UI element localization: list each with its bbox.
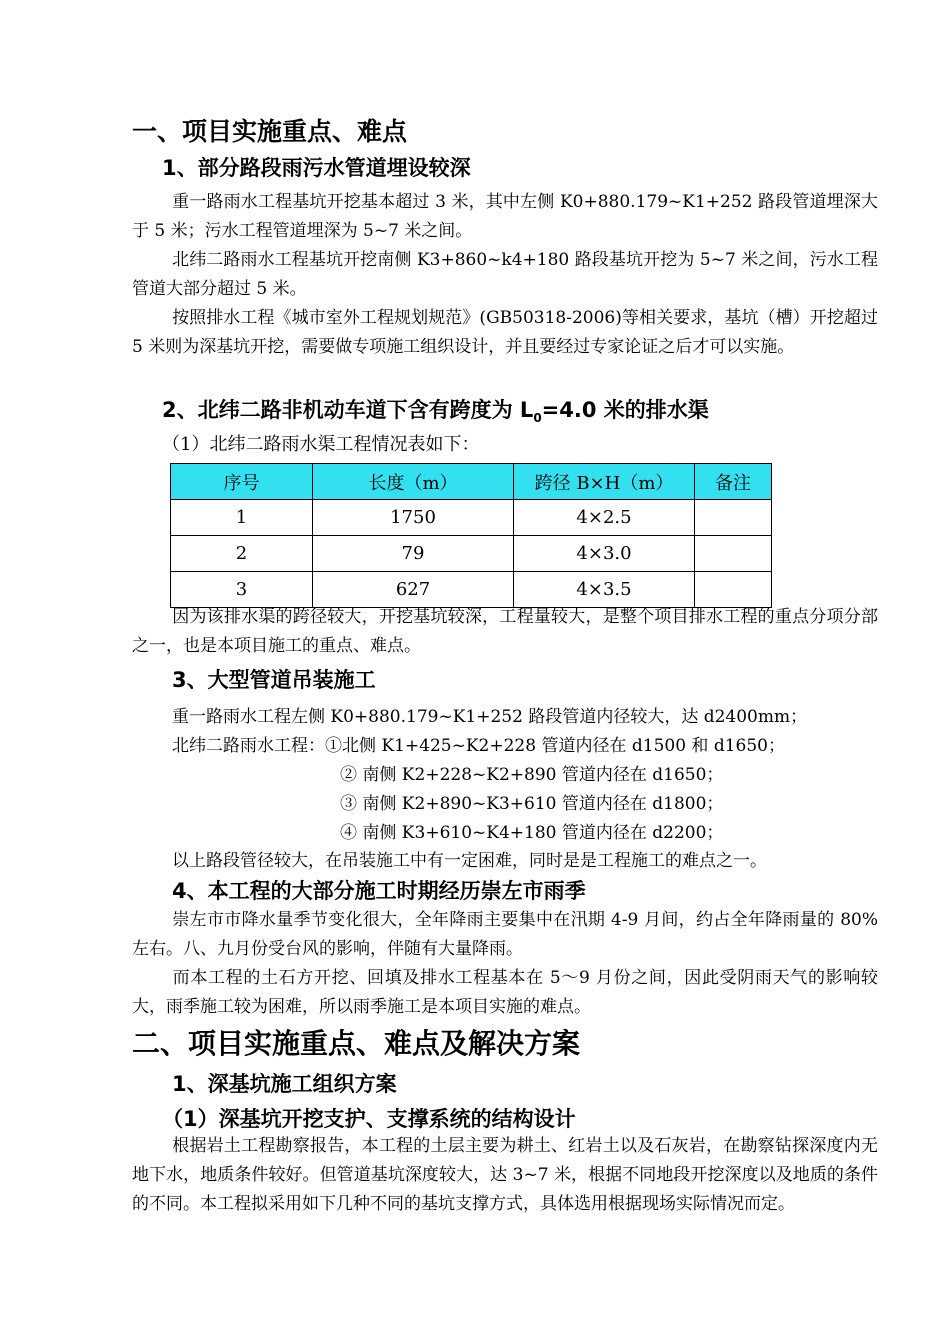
sub3-line-3: ② 南侧 K2+228~K2+890 管道内径在 d1650； (340, 765, 724, 785)
sub4-title: 4、本工程的大部分施工时期经历崇左市雨季 (172, 879, 586, 903)
sub2-title: 2、北纬二路非机动车道下含有跨度为 $L_0=4.0$ 米的排水渠 (162, 398, 709, 426)
section2-sub1-1-title: （1）深基坑开挖支护、支撑系统的结构设计 (162, 1107, 576, 1131)
table-row (171, 500, 772, 536)
table-cell (695, 500, 772, 536)
table-header: 长度（m） (313, 464, 514, 500)
sub3-title: 3、大型管道吊装施工 (172, 668, 376, 692)
table-row (171, 536, 772, 572)
sub1-title: 1、部分路段雨污水管道埋设较深 (162, 156, 471, 180)
section1-title: 一、项目实施重点、难点 (132, 117, 408, 146)
table-cell (695, 536, 772, 572)
sub4-paragraph-2: 而本工程的土石方开挖、回填及排水工程基本在 5～9 月份之间，因此受阴雨天气的影响较大，雨季施工较为困难，所以雨季施工是本项目实施的难点。 (132, 968, 878, 1017)
table-header-row (171, 464, 772, 500)
table-cell: 1750 (313, 500, 514, 536)
sub3-line-2: 北纬二路雨水工程：①北侧 K1+425~K2+228 管道内径在 d1500 和 d1650； (172, 736, 785, 756)
table-caption: （1）北纬二路雨水渠工程情况表如下： (162, 434, 480, 455)
sub3-line-6: 以上路段管径较大，在吊装施工中有一定困难，同时是是工程施工的难点之一。 (172, 851, 767, 871)
channel-table (170, 463, 772, 608)
table-cell: 627 (313, 572, 514, 608)
table-cell: 4×3.5 (514, 572, 695, 608)
section2-sub1-title: 1、深基坑施工组织方案 (172, 1072, 397, 1096)
sub3-line-1: 重一路雨水工程左侧 K0+880.179~K1+252 路段管道内径较大，达 d2400mm； (172, 707, 808, 727)
sub3-line-4: ③ 南侧 K2+890~K3+610 管道内径在 d1800； (340, 794, 724, 814)
table-header: 跨径 B×H（m） (514, 464, 695, 500)
table-cell: 79 (313, 536, 514, 572)
section2-title: 二、项目实施重点、难点及解决方案 (132, 1027, 581, 1060)
table-cell: 4×3.0 (514, 536, 695, 572)
table-cell: 3 (171, 572, 313, 608)
table-cell: 4×2.5 (514, 500, 695, 536)
table-header: 序号 (171, 464, 313, 500)
sub4-paragraph-1: 崇左市市降水量季节变化很大，全年降雨主要集中在汛期 4-9 月间，约占全年降雨量的 80%左右。八、九月份受台风的影响，伴随有大量降雨。 (132, 910, 878, 959)
sub2-paragraph-1: 因为该排水渠的跨径较大，开挖基坑较深，工程量较大，是整个项目排水工程的重点分项分部之一，也是本项目施工的重点、难点。 (132, 607, 878, 656)
table-header: 备注 (695, 464, 772, 500)
table-cell: 2 (171, 536, 313, 572)
sub1-paragraph-3: 按照排水工程《城市室外工程规划规范》(GB50318-2006)等相关要求，基坑（槽）开挖超过 5 米则为深基坑开挖，需要做专项施工组织设计，并且要经过专家论证之后才可以实施。 (132, 308, 878, 357)
sub3-line-5: ④ 南侧 K3+610~K4+180 管道内径在 d2200； (340, 823, 724, 843)
section2-paragraph-1: 根据岩土工程勘察报告，本工程的土层主要为耕土、红岩土以及石灰岩，在勘察钻探深度内无地下水，地质条件较好。但管道基坑深度较大，达 3~7 米，根据不同地段开挖深度以及地质的条件的不同。本工程拟采用如下几种不同的基坑支撑方式，具体选用根据现场实际情况而定。 (132, 1136, 878, 1214)
table-cell: 1 (171, 500, 313, 536)
sub1-paragraph-1: 重一路雨水工程基坑开挖基本超过 3 米，其中左侧 K0+880.179~K1+252 路段管道埋深大于 5 米；污水工程管道埋深为 5~7 米之间。 (132, 192, 878, 241)
sub1-paragraph-2: 北纬二路雨水工程基坑开挖南侧 K3+860~k4+180 路段基坑开挖为 5~7 米之间，污水工程管道大部分超过 5 米。 (132, 250, 878, 299)
